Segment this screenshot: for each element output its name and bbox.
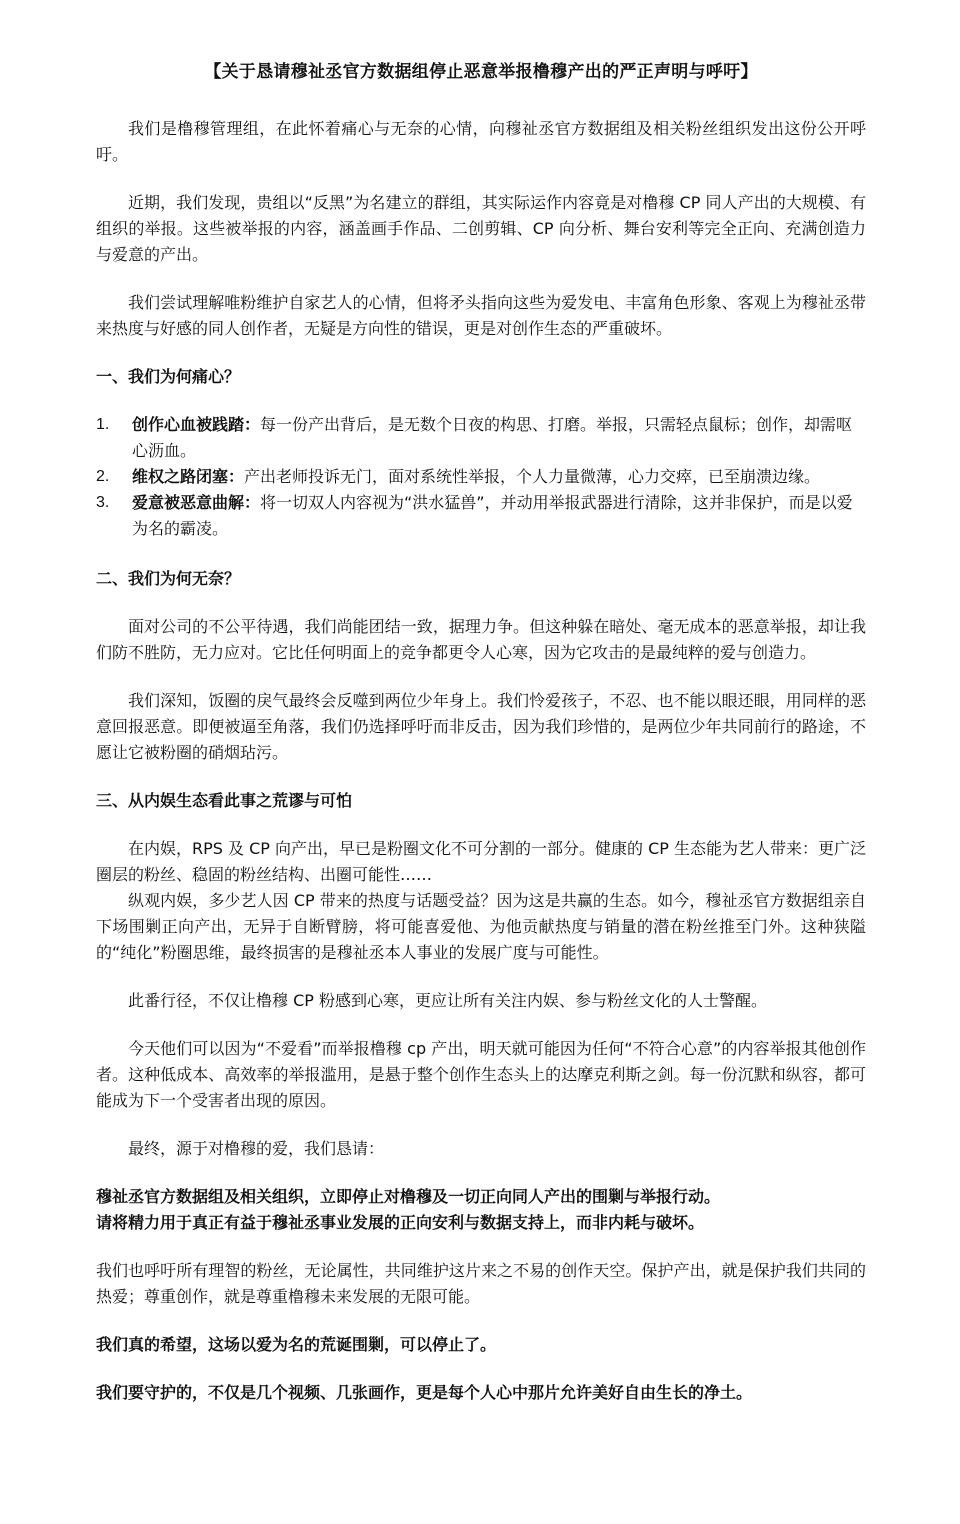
list-item-lead: 创作心血被践踏： xyxy=(132,415,261,434)
list-item-lead: 爱意被恶意曲解： xyxy=(132,493,261,512)
document xyxy=(96,58,866,1428)
demand-line-1: 穆祉丞官方数据组及相关组织，立即停止对橹穆及一切正向同人产出的围剿与举报行动。 xyxy=(96,1187,721,1206)
section-1-list xyxy=(96,412,866,542)
closing-paragraph: 我们也呼吁所有理智的粉丝，无论属性，共同维护这片来之不易的创作天空。保护产出，就是保护我们共同的热爱；尊重创作，就是尊重橹穆未来发展的无限可能。 xyxy=(96,1261,866,1306)
list-item-number: 3. xyxy=(96,494,110,511)
section-1-heading: 一、我们为何痛心？ xyxy=(96,367,241,386)
section-2-paragraph-1: 面对公司的不公平待遇，我们尚能团结一致，据理力争。但这种躲在暗处、毫无成本的恶意举报，却让我们防不胜防，无力应对。它比任何明面上的竞争都更令人心寒，因为它攻击的是最纯粹的爱与创造力。 xyxy=(96,617,866,662)
list-item-lead: 维权之路闭塞： xyxy=(132,467,245,486)
intro-paragraph-2: 近期，我们发现，贵组以“反黑”为名建立的群组，其实际运作内容竟是对橹穆 CP 同人产出的大规模、有组织的举报。这些被举报的内容，涵盖画手作品、二创剪辑、CP 向分析、舞台安利等完全正向、充满创造力与爱意的产出。 xyxy=(96,193,866,264)
section-3-paragraph-1: 在内娱，RPS 及 CP 向产出，早已是粉圈文化不可分割的一部分。健康的 CP 生态能为艺人带来：更广泛圈层的粉丝、稳固的粉丝结构、出圈可能性…… xyxy=(96,839,866,884)
section-2-paragraph-2: 我们深知，饭圈的戾气最终会反噬到两位少年身上。我们怜爱孩子，不忍、也不能以眼还眼，用同样的恶意回报恶意。即便被逼至角落，我们仍选择呼吁而非反击，因为我们珍惜的，是两位少年共同前行的路途，不愿让它被粉圈的硝烟玷污。 xyxy=(96,691,866,762)
list-item-number: 2. xyxy=(96,468,110,485)
section-3-paragraph-5: 最终，源于对橹穆的爱，我们恳请： xyxy=(128,1139,385,1158)
list-item-text: 将一切双人内容视为“洪水猛兽”，并动用举报武器进行清除，这并非保护，而是以爱为名的霸凌。 xyxy=(132,493,853,538)
document-title: 【关于恳请穆祉丞官方数据组停止恶意举报橹穆产出的严正声明与呼吁】 xyxy=(204,62,758,82)
list-item xyxy=(96,464,866,490)
final-line-2: 我们要守护的，不仅是几个视频、几张画作，更是每个人心中那片允许美好自由生长的净土。 xyxy=(96,1383,753,1402)
section-2-heading: 二、我们为何无奈？ xyxy=(96,569,241,588)
final-line-1: 我们真的希望，这场以爱为名的荒诞围剿，可以停止了。 xyxy=(96,1335,497,1354)
list-item xyxy=(96,490,866,542)
section-3-paragraph-2: 纵观内娱，多少艺人因 CP 带来的热度与话题受益？因为这是共赢的生态。如今，穆祉丞官方数据组亲自下场围剿正向产出，无异于自断臂膀，将可能喜爱他、为他贡献热度与销量的潜在粉丝推至门外。这种狭隘的“纯化”粉圈思维，最终损害的是穆祉丞本人事业的发展广度与可能性。 xyxy=(96,891,866,962)
section-3-heading: 三、从内娱生态看此事之荒谬与可怕 xyxy=(96,791,353,810)
section-3-paragraph-3: 此番行径，不仅让橹穆 CP 粉感到心寒，更应让所有关注内娱、参与粉丝文化的人士警醒。 xyxy=(128,991,767,1010)
list-item xyxy=(96,412,866,464)
demand-line-2: 请将精力用于真正有益于穆祉丞事业发展的正向安利与数据支持上，而非内耗与破坏。 xyxy=(96,1213,705,1232)
intro-paragraph-1: 我们是橹穆管理组，在此怀着痛心与无奈的心情，向穆祉丞官方数据组及相关粉丝组织发出这份公开呼吁。 xyxy=(96,119,866,164)
demands-block xyxy=(96,1184,866,1236)
list-item-number: 1. xyxy=(96,416,110,433)
section-3-paragraph-4: 今天他们可以因为“不爱看”而举报橹穆 cp 产出，明天就可能因为任何“不符合心意”的内容举报其他创作者。这种低成本、高效率的举报滥用，是悬于整个创作生态头上的达摩克利斯之剑。每一份沉默和纵容，都可能成为下一个受害者出现的原因。 xyxy=(96,1039,866,1110)
list-item-text: 每一份产出背后，是无数个日夜的构思、打磨。举报，只需轻点鼠标；创作，却需呕心沥血。 xyxy=(132,415,853,460)
list-item-text: 产出老师投诉无门，面对系统性举报，个人力量微薄，心力交瘁，已至崩溃边缘。 xyxy=(244,467,821,486)
intro-paragraph-3: 我们尝试理解唯粉维护自家艺人的心情，但将矛头指向这些为爱发电、丰富角色形象、客观上为穆祉丞带来热度与好感的同人创作者，无疑是方向性的错误，更是对创作生态的严重破坏。 xyxy=(96,293,866,338)
